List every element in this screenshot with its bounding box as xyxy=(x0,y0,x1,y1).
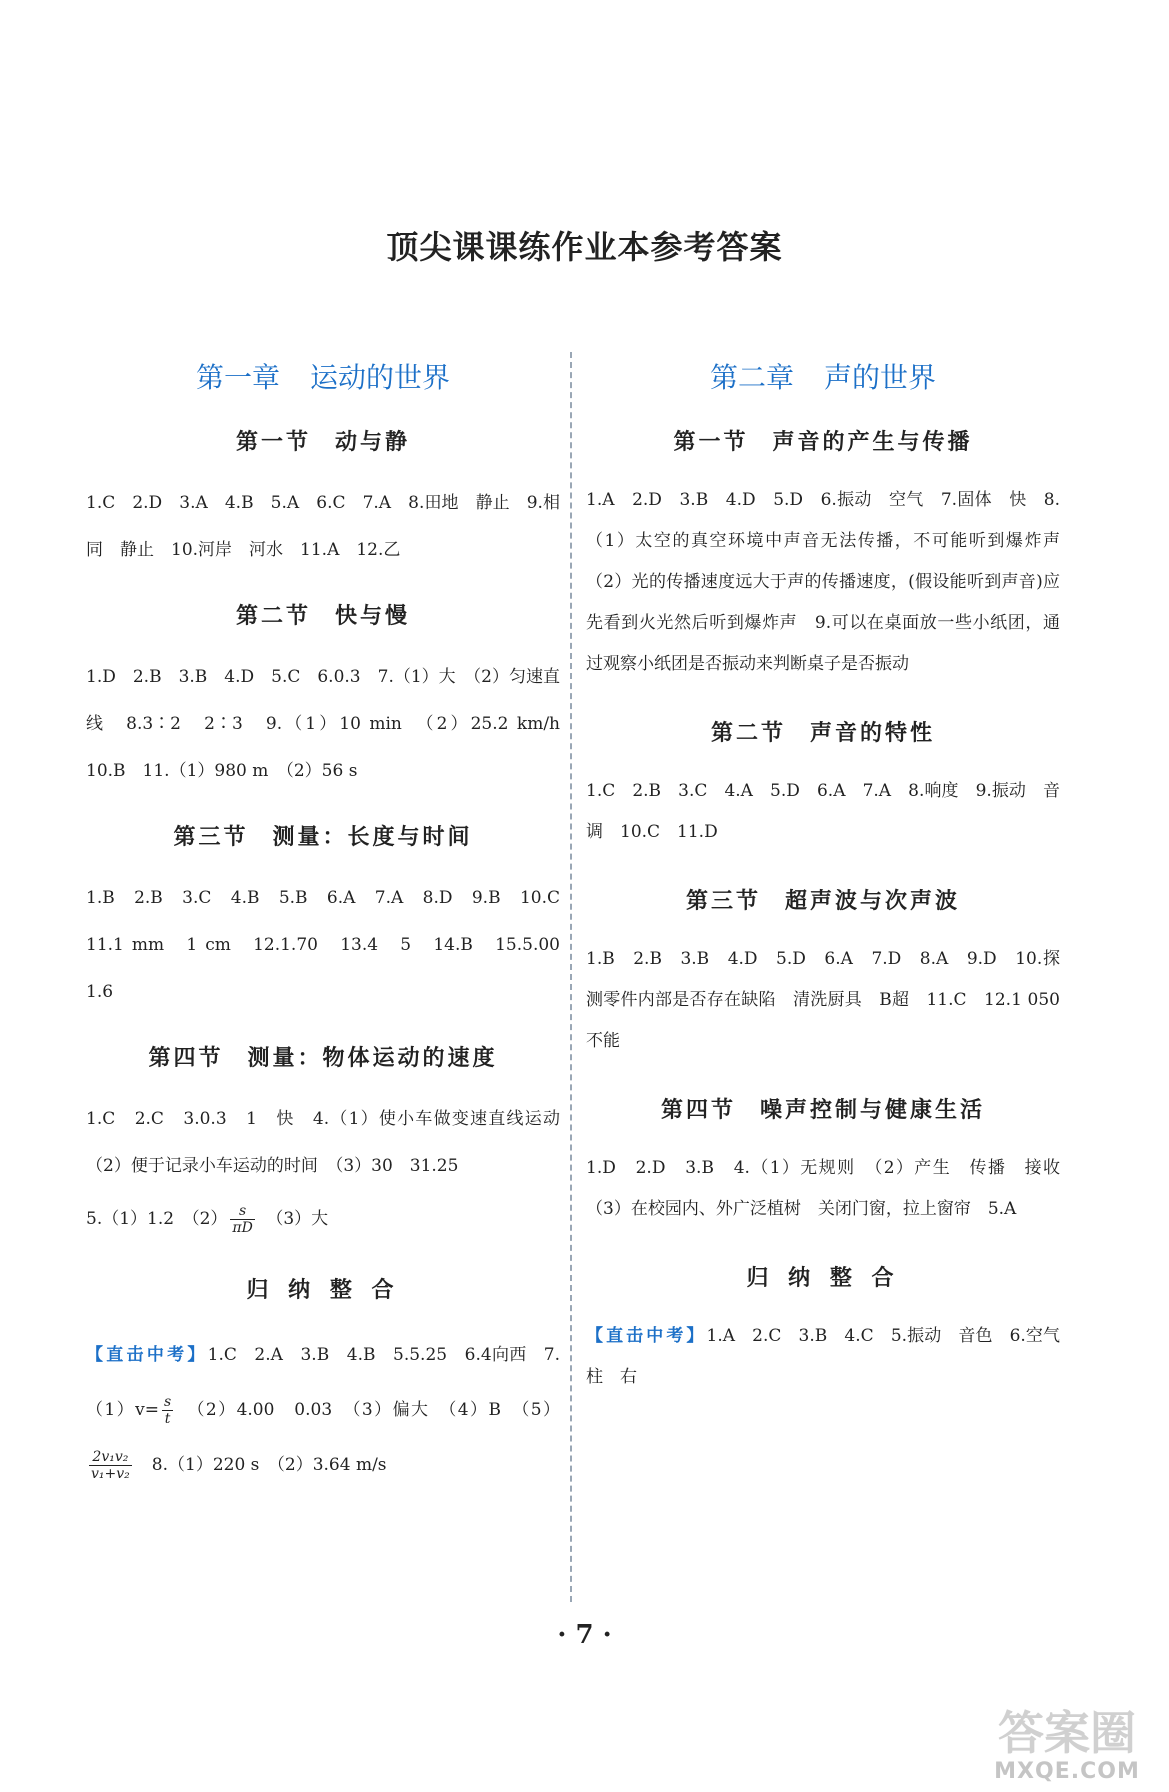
answer-text xyxy=(86,1328,560,1493)
fraction-numerator: s xyxy=(230,1203,254,1220)
fraction-numerator: s xyxy=(163,1394,172,1410)
answer-text: 1.C 2.B 3.C 4.A 5.D 6.A 7.A 8.响度 9.振动 音调 10.C 11.D xyxy=(586,781,1060,842)
answer-text: 1.D 2.D 3.B 4.（1）无规则 （2）产生 传播 接收 （3）在校园内、外广泛植树 关闭门窗，拉上窗帘 5.A xyxy=(586,1158,1077,1219)
fraction xyxy=(89,1449,132,1482)
watermark-logo xyxy=(977,1707,1157,1784)
answer-text: 1.C 2.D 3.A 4.B 5.A 6.C 7.A 8.田地 静止 9.相同 静止 10.河岸 河水 11.A 12.乙 xyxy=(86,493,560,560)
section-heading xyxy=(86,596,560,636)
fraction xyxy=(162,1394,173,1427)
page-title: 顶尖课课练作业本参考答案 xyxy=(386,228,783,266)
section-number: 第四节 xyxy=(660,1097,736,1123)
summary-heading: 归 纳 整 合 xyxy=(246,1277,400,1303)
chapter-name: 运动的世界 xyxy=(310,361,451,394)
chapter-number: 第二章 xyxy=(709,361,794,394)
section-name: 测量：长度与时间 xyxy=(272,824,473,850)
answer-block xyxy=(586,1148,1077,1230)
answer-fragment: 1.A 2.C 3.B 4.C 5.振动 音色 6.空气柱 右 xyxy=(586,1326,1060,1387)
section-heading xyxy=(86,422,560,462)
answer-text: 1.C 2.C 3.0.3 1 快 4.（1）使小车做变速直线运动 （2）便于记录小车运动的时间 （3）30 31.25 xyxy=(86,1109,577,1176)
exam-tag: 【直击中考】 xyxy=(586,1326,707,1346)
chapter-heading xyxy=(586,352,1060,404)
section-heading xyxy=(86,817,560,857)
exam-tag: 【直击中考】 xyxy=(86,1345,208,1365)
answer-text: 1.D 2.B 3.B 4.D 5.C 6.0.3 7.（1）大 （2）匀速直线 8.3∶2 2∶3 9.（1）10 min （2）25.2 km/h 10.B 11.（1）980 m （2）56 s xyxy=(86,667,577,781)
answer-block xyxy=(586,480,1077,685)
fraction-denominator: t xyxy=(164,1411,171,1427)
section-name: 快与慢 xyxy=(335,603,411,629)
section-name: 声音的产生与传播 xyxy=(772,429,973,455)
answer-block xyxy=(86,1328,560,1493)
fraction-denominator: πD xyxy=(232,1220,253,1236)
answer-text xyxy=(586,1316,1060,1398)
answer-text: 1.B 2.B 3.C 4.B 5.B 6.A 7.A 8.D 9.B 10.C 11.1 mm 1 cm 12.1.70 13.4 5 14.B 15.5.00 1.6 xyxy=(86,888,577,1002)
section-number: 第二节 xyxy=(235,603,311,629)
section-number: 第二节 xyxy=(710,720,786,746)
section-name: 噪声控制与健康生活 xyxy=(760,1097,986,1123)
answer-block xyxy=(86,1096,577,1248)
section-number: 第一节 xyxy=(673,429,749,455)
section-heading xyxy=(586,422,1060,462)
answer-text: 1.B 2.B 3.B 4.D 5.D 6.A 7.D 8.A 9.D 10.探测零件内部是否存在缺陷 清洗厨具 B超 11.C 12.1 050 不能 xyxy=(586,949,1077,1051)
chapter-number: 第一章 xyxy=(195,361,280,394)
section-name: 超声波与次声波 xyxy=(785,888,961,914)
answer-block xyxy=(586,1316,1060,1398)
section-heading xyxy=(586,713,1060,753)
section-number: 第三节 xyxy=(685,888,761,914)
section-name: 声音的特性 xyxy=(810,720,936,746)
section-heading xyxy=(86,1038,560,1078)
section-number: 第三节 xyxy=(173,824,249,850)
section-name: 测量：物体运动的速度 xyxy=(247,1045,498,1071)
watermark-text: 答案圈 xyxy=(998,1706,1136,1760)
right-column xyxy=(586,352,1077,1398)
answer-fragment: （3）大 xyxy=(257,1209,329,1229)
section-number: 第一节 xyxy=(235,429,311,455)
chapter-name: 声的世界 xyxy=(824,361,937,394)
section-heading xyxy=(586,1090,1060,1130)
column-divider xyxy=(570,352,572,1602)
left-column xyxy=(86,352,577,1493)
answer-block xyxy=(86,480,560,574)
answer-text xyxy=(86,1190,560,1248)
answer-fragment: （2）4.00 0.03 （3）偏大 （4）B （5） xyxy=(176,1400,560,1420)
answer-fragment: 1.C 2.A 3.B 4.B 5.5.25 6.4向西 7.（1）v= xyxy=(86,1345,560,1420)
page-number: · 7 · xyxy=(557,1620,612,1650)
fraction-numerator: 2v₁v₂ xyxy=(89,1449,132,1466)
section-heading xyxy=(586,881,1060,921)
watermark-url: MXQE.COM xyxy=(994,1759,1140,1784)
answer-text: 1.A 2.D 3.B 4.D 5.D 6.振动 空气 7.固体 快 8.（1）太空的真空环境中声音无法传播，不可能听到爆炸声 （2）光的传播速度远大于声的传播速度，(假设能听到声音)应先看到火光然后听到爆炸声 9.可以在桌面放一些小纸团，通过观察小纸团是否振动来判断桌子是否振动 xyxy=(586,490,1077,674)
fraction xyxy=(230,1203,254,1236)
answer-fragment: 5.（1）1.2 （2） xyxy=(86,1209,228,1229)
summary-heading: 归 纳 整 合 xyxy=(746,1265,900,1291)
answer-block xyxy=(86,875,577,1016)
section-number: 第四节 xyxy=(148,1045,224,1071)
answer-block xyxy=(86,654,577,795)
answer-block xyxy=(586,939,1077,1062)
answer-fragment: 8.（1）220 s （2）3.64 m/s xyxy=(134,1455,387,1475)
section-name: 动与静 xyxy=(335,429,411,455)
fraction-denominator: v₁+v₂ xyxy=(91,1466,130,1482)
answer-block xyxy=(586,771,1060,853)
chapter-heading xyxy=(86,352,560,404)
